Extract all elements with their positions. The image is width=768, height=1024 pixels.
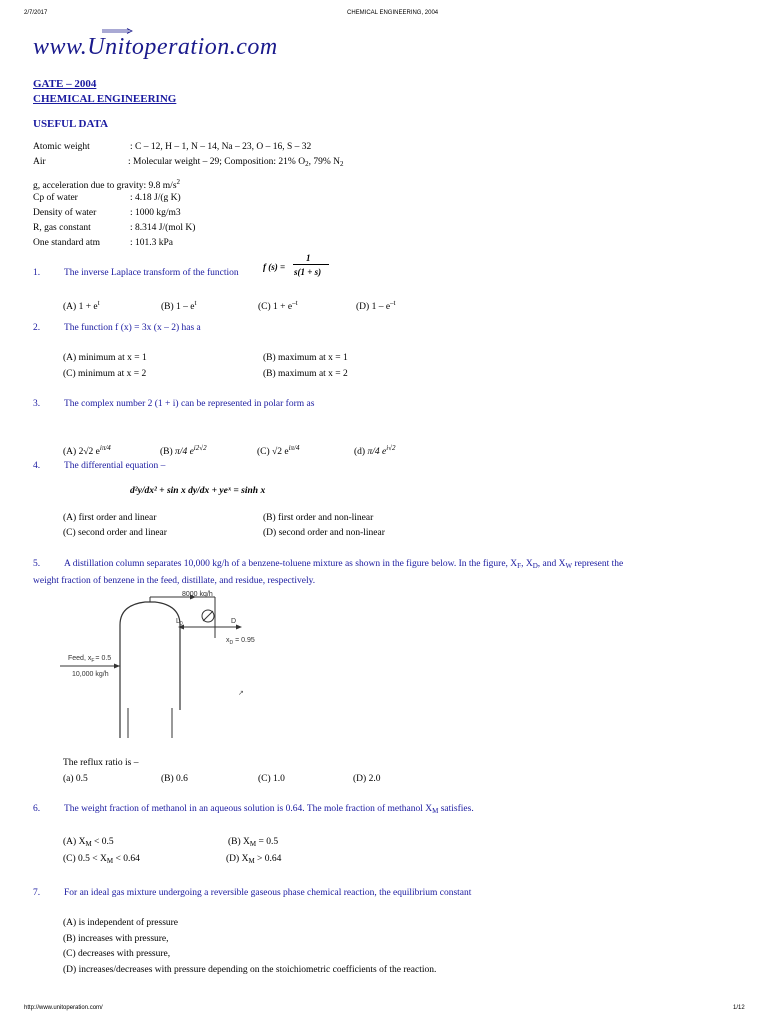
q7-number: 7.	[33, 888, 41, 898]
q1-eq-num: 1	[306, 253, 311, 263]
q4-option-c[interactable]: (C) second order and linear	[63, 528, 167, 538]
gas-constant-value: : 8.314 J/(mol K)	[130, 223, 196, 233]
q1-number: 1.	[33, 268, 41, 278]
fig-l0: L	[176, 618, 180, 625]
q1-option-a[interactable]: (A) $1 + e^t$	[63, 299, 100, 312]
q2-text: The function f (x) = 3x (x – 2) has a	[64, 323, 201, 333]
atomic-weight-label: Atomic weight	[33, 142, 90, 152]
q3-option-d[interactable]: (d) π/4 $e^{i√2}$	[354, 444, 396, 457]
q4-option-d[interactable]: (D) second order and non-linear	[263, 528, 385, 538]
q7-option-b[interactable]: (B) increases with pressure,	[63, 934, 169, 944]
q2-number: 2.	[33, 323, 41, 333]
q6-option-c[interactable]: (C) $0.5 < X_M < 0.64$	[63, 854, 140, 865]
q1-text: The inverse Laplace transform of the function	[64, 268, 239, 278]
q4-number: 4.	[33, 461, 41, 471]
q6-option-a[interactable]: (A) $X_M < 0.5$	[63, 837, 114, 848]
q5-reflux: The reflux ratio is –	[63, 758, 139, 768]
q4-option-b[interactable]: (B) first order and non-linear	[263, 513, 374, 523]
useful-data-title: USEFUL DATA	[33, 118, 109, 130]
q6-option-b[interactable]: (B) $X_M = 0.5$	[228, 837, 279, 848]
print-date: 2/7/2017	[24, 10, 48, 16]
svg-text:L0: $L_0$	[176, 618, 183, 627]
q7-option-a[interactable]: (A) is independent of pressure	[63, 918, 179, 928]
q1-option-c[interactable]: (C) $1 + e^{-t}$	[258, 299, 298, 312]
q5-text-line2: weight fraction of benzene in the feed, distillate, and residue, respectively.	[33, 576, 316, 586]
svg-text:↗: ↗	[238, 690, 244, 697]
q2-option-b[interactable]: (B) maximum at x = 1	[263, 353, 348, 363]
q5-option-c[interactable]: (C) 1.0	[258, 774, 285, 784]
density-label: Density of water	[33, 208, 97, 218]
svg-text:xD= 0.95: $x_D = 0.95$	[226, 637, 255, 646]
q2-option-a[interactable]: (A) minimum at x = 1	[63, 353, 147, 363]
q7-option-c[interactable]: (C) decreases with pressure,	[63, 949, 171, 959]
distillation-figure	[60, 590, 320, 740]
atm-value: : 101.3 kPa	[130, 238, 174, 248]
q2-option-d[interactable]: (B) maximum at x = 2	[263, 369, 348, 379]
q6-option-d[interactable]: (D) $X_M > 0.64$	[226, 854, 282, 865]
q5-option-b[interactable]: (B) 0.6	[161, 774, 188, 784]
q6-text: The weight fraction of methanol in an aqueous solution is 0.64. The mole fraction of methanol $X_M$ satisfies.	[64, 804, 474, 815]
q3-text: The complex number 2 (1 + i) can be represented in polar form as	[64, 399, 315, 409]
q6-number: 6.	[33, 804, 41, 814]
print-url[interactable]: http://www.unitoperation.com/	[24, 1005, 103, 1011]
q1-option-b[interactable]: (B) $1 - e^t$	[161, 299, 197, 312]
q7-text: For an ideal gas mixture undergoing a reversible gaseous phase chemical reaction, the equilibrium constant	[64, 888, 472, 898]
q3-number: 3.	[33, 399, 41, 409]
fig-top-flow: 8000 kg/h	[182, 591, 213, 598]
q4-equation: d²y/dx² + sin x dy/dx + yeˣ = sinh x	[130, 486, 266, 496]
q3-option-b[interactable]: (B) π/4 $e^{i2√2}$	[160, 444, 207, 457]
atomic-weight-value: : C – 12, H – 1, N – 14, Na – 23, O – 16, S – 32	[130, 142, 312, 152]
cp-value: : 4.18 J/(g K)	[130, 193, 181, 203]
fig-d: D	[231, 618, 237, 625]
svg-text:Feed, xF= 0.5: Feed, $x_F= 0.5$	[68, 655, 112, 664]
q7-option-d[interactable]: (D) increases/decreases with pressure depending on the stoichiometric coefficients of the reaction.	[63, 965, 437, 975]
q2-option-c[interactable]: (C) minimum at x = 2	[63, 369, 147, 379]
air-label: Air	[33, 157, 46, 167]
q3-option-c[interactable]: (C) √2 $e^{i\pi/4}$	[257, 444, 300, 457]
q4-option-a[interactable]: (A) first order and linear	[63, 513, 157, 523]
gas-constant-label: R, gas constant	[33, 223, 91, 233]
density-value: : 1000 kg/m3	[130, 208, 181, 218]
print-title: CHEMICAL ENGINEERING, 2004	[347, 10, 439, 16]
q5-option-a[interactable]: (a) 0.5	[63, 774, 88, 784]
exam-title: GATE – 2004	[33, 78, 97, 90]
site-logo[interactable]: www.Unitoperation.com	[33, 34, 278, 60]
q5-option-d[interactable]: (D) 2.0	[353, 774, 381, 784]
q1-eq-lhs: f (s) =	[263, 262, 286, 272]
q3-option-a[interactable]: (A) 2√2 $e^{i\pi/4}$	[63, 444, 111, 457]
fig-feed-rate: 10,000 kg/h	[72, 671, 109, 678]
cp-label: Cp of water	[33, 193, 78, 203]
q5-number: 5.	[33, 559, 41, 569]
q1-option-d[interactable]: (D) $1 - e^{-t}$	[356, 299, 396, 312]
gravity-row: g, acceleration due to gravity: 9.8 $m/s^2$	[33, 178, 181, 191]
subject-title: CHEMICAL ENGINEERING	[33, 93, 177, 105]
q1-eq-den: s(1 + s)	[294, 267, 322, 277]
atm-label: One standard atm	[33, 238, 101, 248]
air-value: : Molecular weight – 29; Composition: 21% $O_2$, 79% $N_2$	[128, 157, 344, 168]
q1-fraction-bar	[293, 264, 329, 265]
page-number: 1/12	[733, 1005, 745, 1011]
q5-text-line1: A distillation column separates 10,000 kg/h of a benzene-toluene mixture as shown in the figure below. In the figure, $X_F$, $X_D$, and $X_W$ represent the	[64, 559, 624, 570]
q4-text: The differential equation –	[64, 461, 166, 471]
